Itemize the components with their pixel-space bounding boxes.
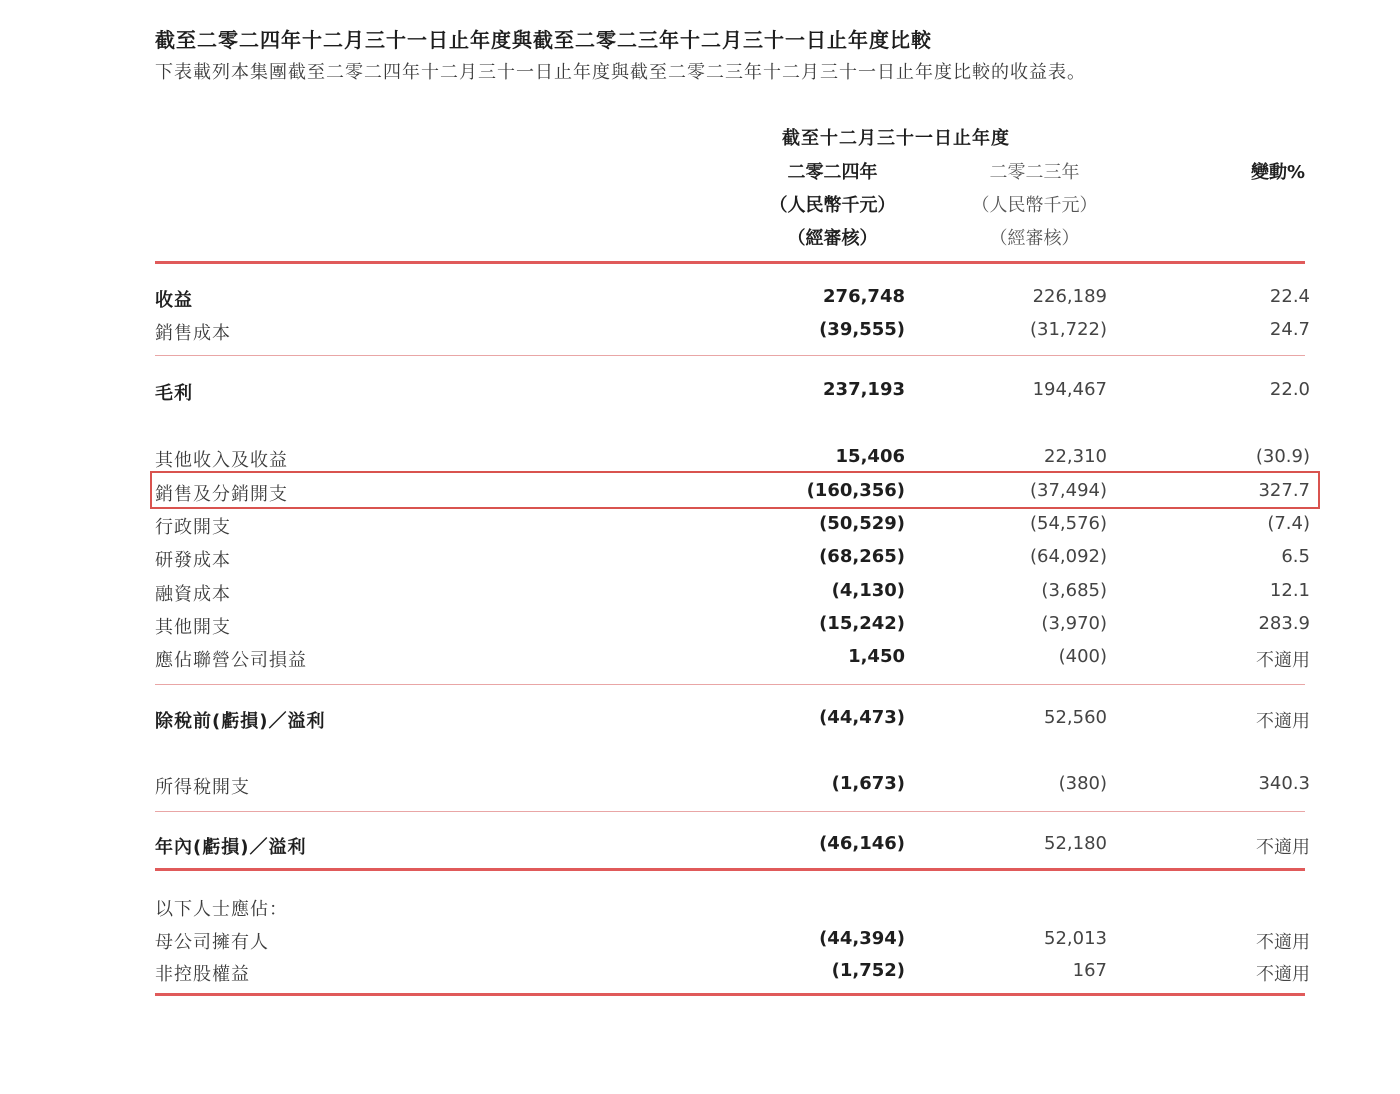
table-row-profit-before-tax [0, 707, 1400, 737]
value-change: 不適用 [1256, 932, 1310, 953]
table-row-revenue [0, 286, 1400, 316]
value-2023: (400) [1058, 646, 1107, 667]
table-row-rd-costs [0, 546, 1400, 576]
row-label: 收益 [155, 290, 193, 311]
table-row-admin-expenses [0, 513, 1400, 543]
value-2023: 52,560 [1044, 707, 1107, 728]
value-change: 不適用 [1256, 650, 1310, 671]
value-2024: (46,146) [819, 833, 905, 854]
value-2024: (1,673) [831, 773, 905, 794]
header-2024-year: 二零二四年 [787, 162, 878, 183]
value-change: 不適用 [1256, 964, 1310, 985]
value-2023: 226,189 [1032, 286, 1107, 307]
value-change: 12.1 [1269, 580, 1310, 601]
table-row-attributable-to [0, 895, 1400, 925]
header-2023-unit: （人民幣千元） [971, 195, 1098, 216]
value-2023: (64,092) [1029, 546, 1107, 567]
value-2024: (15,242) [819, 613, 905, 634]
total-rule [155, 868, 1305, 871]
value-change: 327.7 [1258, 480, 1310, 501]
value-2023: 167 [1072, 960, 1107, 981]
row-label: 以下人士應佔： [155, 899, 288, 920]
table-row-other-expenses [0, 613, 1400, 643]
value-change: 22.0 [1269, 379, 1310, 400]
header-rule [155, 261, 1305, 264]
divider [155, 684, 1305, 685]
value-2024: 237,193 [823, 379, 905, 400]
header-2024-audited: （經審核） [787, 228, 878, 249]
value-2023: 52,013 [1044, 928, 1107, 949]
table-row-owners-of-parent [0, 928, 1400, 958]
table-row-selling-distribution [0, 480, 1400, 510]
value-2023: 22,310 [1044, 446, 1107, 467]
footer-rule [155, 993, 1305, 996]
statement-subtitle: 下表載列本集團截至二零二四年十二月三十一日止年度與截至二零二三年十二月三十一日止年度比較的收益表。 [155, 62, 1086, 83]
table-row-gross-profit [0, 379, 1400, 409]
row-label: 其他開支 [155, 617, 231, 638]
value-2023: (31,722) [1029, 319, 1107, 340]
value-2024: (1,752) [831, 960, 905, 981]
table-row-income-tax [0, 773, 1400, 803]
value-2023: (3,685) [1041, 580, 1107, 601]
value-2024: 276,748 [823, 286, 905, 307]
header-period: 截至十二月三十一日止年度 [782, 128, 1010, 149]
value-change: 不適用 [1256, 837, 1310, 858]
row-label: 其他收入及收益 [155, 450, 288, 471]
value-change: 340.3 [1258, 773, 1310, 794]
value-change: 6.5 [1281, 546, 1310, 567]
value-change: 24.7 [1269, 319, 1310, 340]
header-2023-audited: （經審核） [989, 228, 1080, 249]
value-2024: 15,406 [835, 446, 905, 467]
table-row-share-of-associates [0, 646, 1400, 676]
value-change: 283.9 [1258, 613, 1310, 634]
row-label: 銷售成本 [155, 323, 231, 344]
value-change: 22.4 [1269, 286, 1310, 307]
row-label: 應佔聯營公司損益 [155, 650, 307, 671]
row-label: 毛利 [155, 383, 193, 404]
divider [155, 811, 1305, 812]
header-2023-year: 二零二三年 [989, 162, 1080, 183]
value-2023: 194,467 [1032, 379, 1107, 400]
value-2023: 52,180 [1044, 833, 1107, 854]
row-label: 研發成本 [155, 550, 231, 571]
row-label: 所得稅開支 [155, 777, 250, 798]
row-label: 非控股權益 [155, 964, 250, 985]
table-row-profit-for-year [0, 833, 1400, 863]
value-2024: 1,450 [848, 646, 905, 667]
value-change: 不適用 [1256, 711, 1310, 732]
row-label: 行政開支 [155, 517, 231, 538]
header-2024-unit: （人民幣千元） [769, 195, 896, 216]
statement-title: 截至二零二四年十二月三十一日止年度與截至二零二三年十二月三十一日止年度比較 [155, 28, 932, 52]
table-row-finance-costs [0, 580, 1400, 610]
value-2023: (380) [1058, 773, 1107, 794]
value-2024: (4,130) [831, 580, 905, 601]
divider [155, 355, 1305, 356]
value-change: (7.4) [1267, 513, 1310, 534]
value-2024: (44,394) [819, 928, 905, 949]
row-label: 年內(虧損)／溢利 [155, 837, 307, 858]
value-2024: (68,265) [819, 546, 905, 567]
header-change-pct: 變動% [1250, 162, 1305, 183]
value-2023: (3,970) [1041, 613, 1107, 634]
value-2023: (54,576) [1029, 513, 1107, 534]
value-change: (30.9) [1255, 446, 1310, 467]
row-label: 除稅前(虧損)／溢利 [155, 711, 326, 732]
value-2024: (44,473) [819, 707, 905, 728]
row-label: 融資成本 [155, 584, 231, 605]
value-2024: (160,356) [806, 480, 905, 501]
row-label: 銷售及分銷開支 [155, 484, 288, 505]
value-2023: (37,494) [1029, 480, 1107, 501]
row-label: 母公司擁有人 [155, 932, 269, 953]
value-2024: (39,555) [819, 319, 905, 340]
table-row-non-controlling [0, 960, 1400, 990]
table-row-cost-of-sales [0, 319, 1400, 349]
value-2024: (50,529) [819, 513, 905, 534]
